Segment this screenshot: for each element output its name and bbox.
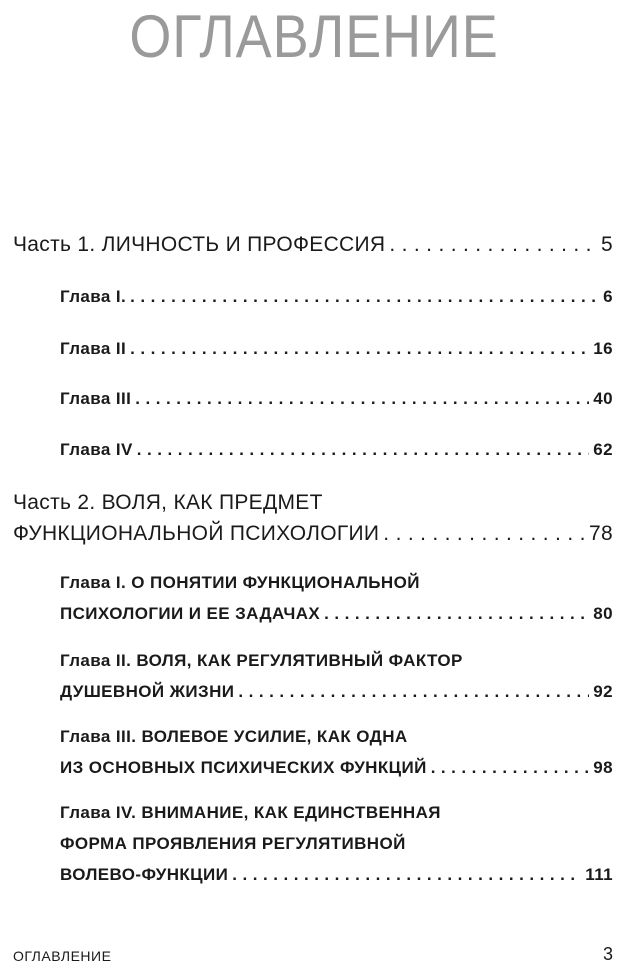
toc-entry-title-continued: ФОРМА ПРОЯВЛЕНИЯ РЕГУЛЯТИВНОЙ [60,834,406,853]
toc-entry-title: Глава III [60,389,132,408]
toc-chapter-entry[interactable] [0,797,628,890]
dot-leader [238,676,589,707]
toc-entry-title: Часть 2. ВОЛЯ, КАК ПРЕДМЕТ [13,491,323,514]
toc-entry-title: Глава I. [60,287,127,306]
toc-chapter-entry[interactable] [0,567,628,629]
dot-leader [389,229,597,260]
toc-page-number: 5 [601,233,613,256]
toc-entry-title-continued: ВОЛЕВО-ФУНКЦИИ [60,865,229,884]
toc-entry-title: Глава II [60,339,127,358]
toc-part-entry[interactable] [0,487,628,549]
toc-chapter-entry[interactable] [0,434,628,465]
toc-page-number: 111 [585,865,613,884]
dot-leader [135,383,589,414]
running-footer-title: ОГЛАВЛЕНИЕ [13,948,112,964]
dot-leader [431,752,590,783]
dot-leader [324,598,589,629]
toc-entry-title: Глава IV. ВНИМАНИЕ, КАК ЕДИНСТВЕННАЯ [60,803,441,822]
toc-entry-title: Часть 1. ЛИЧНОСТЬ И ПРОФЕССИЯ [13,233,386,256]
toc-page-number: 78 [589,522,613,545]
dot-leader [383,518,585,549]
toc-entry-title: Глава II. ВОЛЯ, КАК РЕГУЛЯТИВНЫЙ ФАКТОР [60,651,463,670]
toc-page-number: 6 [603,287,613,306]
toc-entry-title-continued: ПСИХОЛОГИИ И ЕЕ ЗАДАЧАХ [60,604,321,623]
toc-page-number: 92 [593,682,613,701]
dot-leader [232,859,581,890]
page-title: ОГЛАВЛЕНИЕ [129,3,499,70]
toc-chapter-entry[interactable] [0,721,628,783]
dot-leader [130,281,599,312]
toc-chapter-entry[interactable] [0,383,628,414]
toc-page-number: 98 [593,758,613,777]
toc-entry-title: Глава IV [60,440,133,459]
dot-leader [130,333,589,364]
toc-chapter-entry[interactable] [0,281,628,312]
toc-entry-title: Глава I. О ПОНЯТИИ ФУНКЦИОНАЛЬНОЙ [60,573,420,592]
toc-part-entry[interactable] [0,229,628,260]
toc-page-number: 62 [593,440,613,459]
toc-entry-title: Глава III. ВОЛЕВОЕ УСИЛИЕ, КАК ОДНА [60,727,408,746]
toc-page-number: 80 [593,604,613,623]
toc-entry-title-continued: ФУНКЦИОНАЛЬНОЙ ПСИХОЛОГИИ [13,522,380,545]
toc-chapter-entry[interactable] [0,645,628,707]
toc-chapter-entry[interactable] [0,333,628,364]
dot-leader [137,434,590,465]
toc-page-number: 40 [593,389,613,408]
toc-page-number: 16 [593,339,613,358]
toc-entry-title-continued: ИЗ ОСНОВНЫХ ПСИХИЧЕСКИХ ФУНКЦИЙ [60,758,427,777]
footer-page-number: 3 [602,944,613,964]
toc-entry-title-continued: ДУШЕВНОЙ ЖИЗНИ [60,682,235,701]
